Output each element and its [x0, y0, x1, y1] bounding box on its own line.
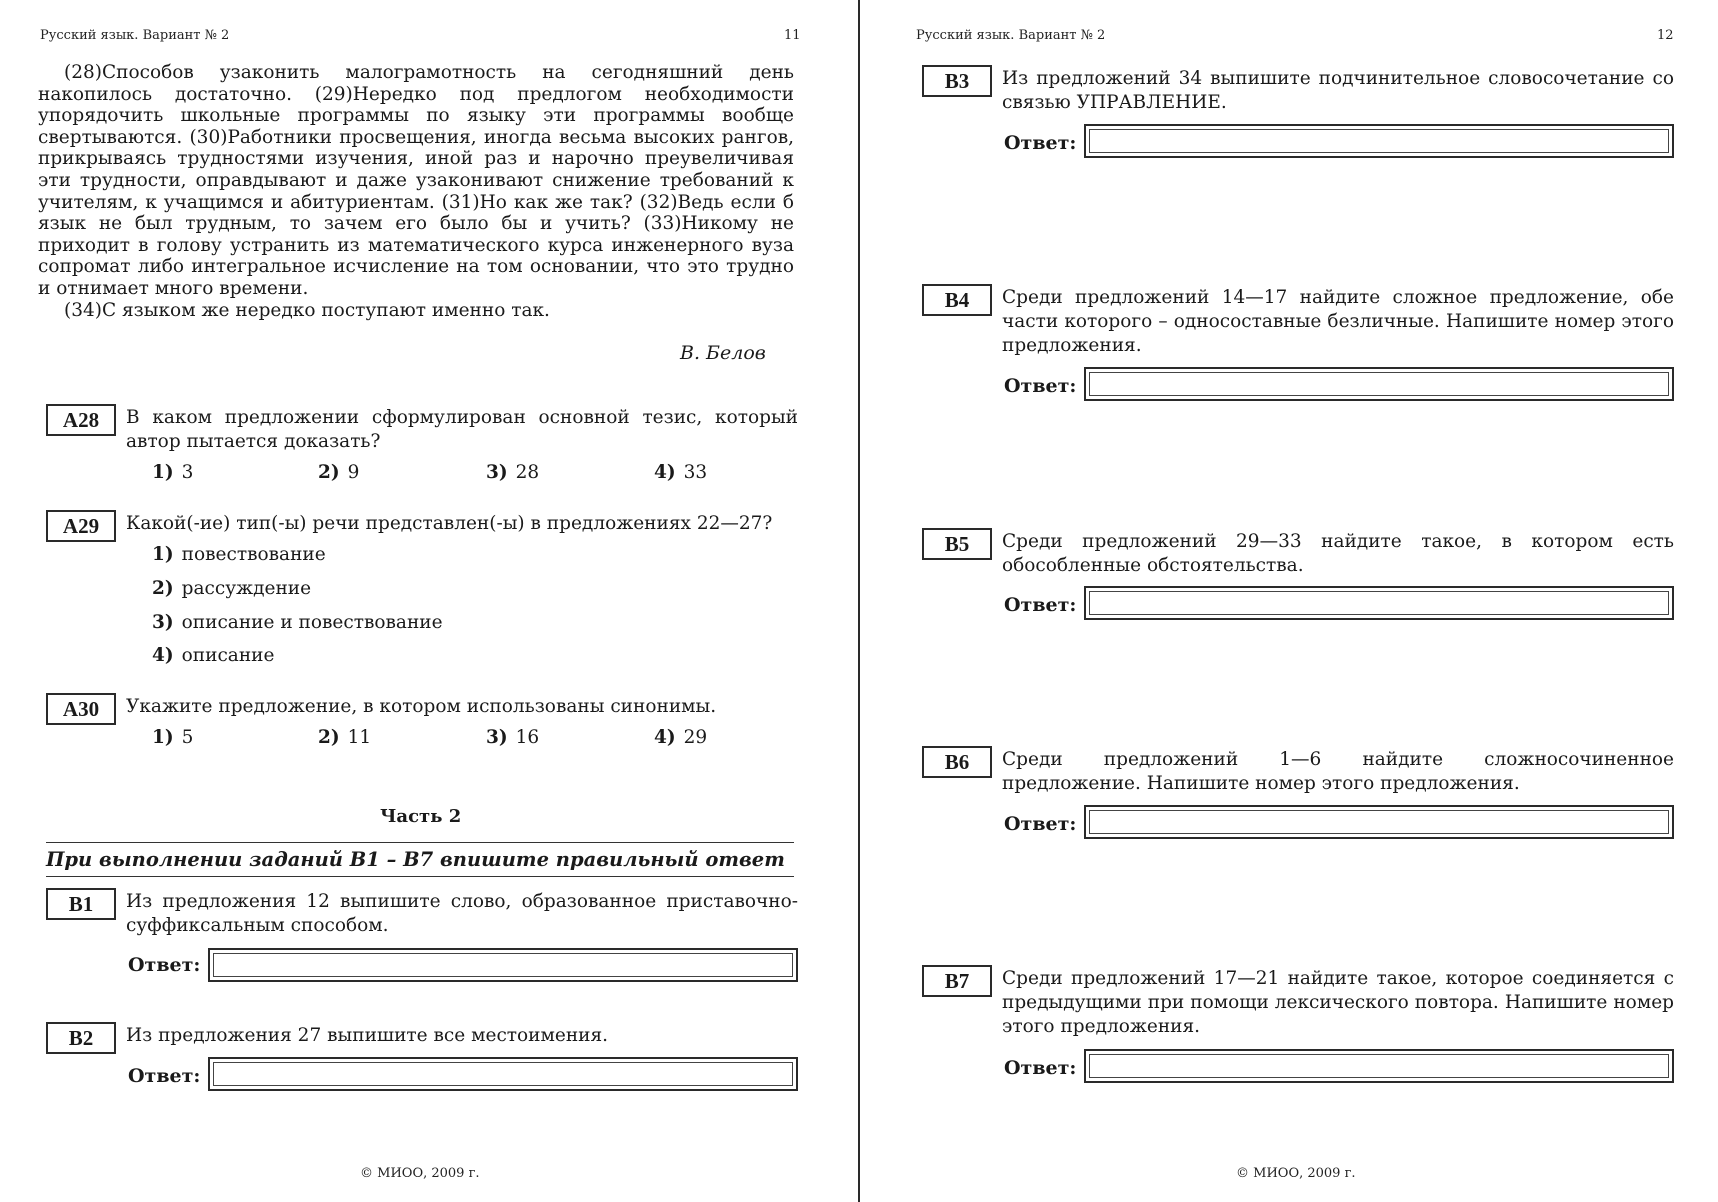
task-tag-b2: В2: [46, 1022, 116, 1054]
option-a29-4[interactable]: 4) описание: [152, 645, 275, 666]
passage-paragraph: (34)С языком же нередко поступают именно так.: [64, 299, 550, 321]
answer-field-b5[interactable]: [1084, 586, 1674, 620]
task-text-b6: Среди предложений 1—6 найдите сложносочиненное предложение. Напишите номер этого предложения.: [1002, 749, 1674, 794]
task-text-b5: Среди предложений 29—33 найдите такое, в котором есть обособленные обстоятельства.: [1002, 531, 1674, 576]
part-instruction: При выполнении заданий В1 – В7 впишите правильный ответ: [46, 848, 785, 871]
reading-passage: [38, 62, 794, 321]
option-a28-4[interactable]: 4) 33: [654, 462, 708, 483]
answer-field-b4[interactable]: [1084, 367, 1674, 401]
task-text-b3: Из предложений 34 выпишите подчинительное словосочетание со связью УПРАВЛЕНИЕ.: [1002, 68, 1674, 113]
passage-paragraph: (28)Способов узаконить малограмотность на сегодняшний день накопилось достаточно. (29)Нередко под предлогом необходимости упорядочить школьные программы по языку эти программы вообще свертываются. (30)Работники просвещения, иногда весьма высоких рангов, прикрываясь трудностями изучения, иной раз и нарочно преувеличивая эти трудности, оправдывают и даже узаконивают снижение требований к учителям, к учащимся и абитуриентам. (31)Но как же так? (32)Ведь если б язык не был трудным, то зачем его было бы и учить? (33)Никому не приходит в голову устранить из математического курса инженерного вуза сопромат либо интегральное исчисление на том основании, что это трудно и отнимает много времени.: [38, 62, 794, 299]
task-text-b4: Среди предложений 14—17 найдите сложное предложение, обе части которого – односоставные безличные. Напишите номер этого предложения.: [1002, 287, 1674, 356]
task-text-b1: Из предложения 12 выпишите слово, образованное приставочно-суффиксальным способом.: [126, 891, 798, 936]
answer-label-b2: Ответ:: [128, 1065, 201, 1087]
right-page: [860, 0, 1718, 1202]
answer-label-b5: Ответ:: [1004, 594, 1077, 616]
part-title: Часть 2: [380, 806, 462, 827]
option-a28-1[interactable]: 1) 3: [152, 462, 194, 483]
option-a30-3[interactable]: 3) 16: [486, 727, 540, 748]
footer-copyright: © МИОО, 2009 г.: [1236, 1166, 1356, 1181]
left-page: [0, 0, 858, 1202]
answer-field-b7[interactable]: [1084, 1049, 1674, 1083]
answer-field-b6[interactable]: [1084, 805, 1674, 839]
passage-author: В. Белов: [680, 342, 766, 364]
instruction-bottom-rule: [46, 876, 794, 877]
answer-field-b2[interactable]: [208, 1057, 798, 1091]
task-tag-a29: А29: [46, 510, 116, 542]
instruction-top-rule: [46, 842, 794, 843]
header-title: Русский язык. Вариант № 2: [40, 28, 230, 43]
header-title: Русский язык. Вариант № 2: [916, 28, 1106, 43]
answer-label-b3: Ответ:: [1004, 132, 1077, 154]
task-text-a30: Укажите предложение, в котором использованы синонимы.: [126, 696, 717, 717]
task-tag-b6: В6: [922, 746, 992, 778]
task-text-b2: Из предложения 27 выпишите все местоимения.: [126, 1025, 609, 1046]
page-number: 11: [784, 28, 801, 43]
task-text-a28: В каком предложении сформулирован основной тезис, который автор пытается доказать?: [126, 407, 798, 452]
answer-label-b7: Ответ:: [1004, 1057, 1077, 1079]
option-a29-1[interactable]: 1) повествование: [152, 544, 326, 565]
footer-copyright: © МИОО, 2009 г.: [360, 1166, 480, 1181]
answer-field-b3[interactable]: [1084, 124, 1674, 158]
option-a30-4[interactable]: 4) 29: [654, 727, 708, 748]
task-tag-b4: В4: [922, 284, 992, 316]
task-tag-b3: В3: [922, 65, 992, 97]
page-number: 12: [1657, 28, 1674, 43]
option-a29-2[interactable]: 2) рассуждение: [152, 578, 312, 599]
answer-field-b1[interactable]: [208, 948, 798, 982]
task-tag-b7: В7: [922, 965, 992, 997]
option-a28-2[interactable]: 2) 9: [318, 462, 360, 483]
answer-label-b1: Ответ:: [128, 954, 201, 976]
option-a30-1[interactable]: 1) 5: [152, 727, 194, 748]
task-tag-b1: В1: [46, 888, 116, 920]
task-tag-b5: В5: [922, 528, 992, 560]
option-a30-2[interactable]: 2) 11: [318, 727, 372, 748]
task-text-b7: Среди предложений 17—21 найдите такое, которое соединяется с предыдущими при помощи лексического повтора. Напишите номер этого предложения.: [1002, 968, 1674, 1037]
task-tag-a30: А30: [46, 693, 116, 725]
task-text-a29: Какой(-ие) тип(-ы) речи представлен(-ы) в предложениях 22—27?: [126, 513, 773, 534]
option-a28-3[interactable]: 3) 28: [486, 462, 540, 483]
answer-label-b6: Ответ:: [1004, 813, 1077, 835]
answer-label-b4: Ответ:: [1004, 375, 1077, 397]
task-tag-a28: А28: [46, 404, 116, 436]
option-a29-3[interactable]: 3) описание и повествование: [152, 612, 443, 633]
